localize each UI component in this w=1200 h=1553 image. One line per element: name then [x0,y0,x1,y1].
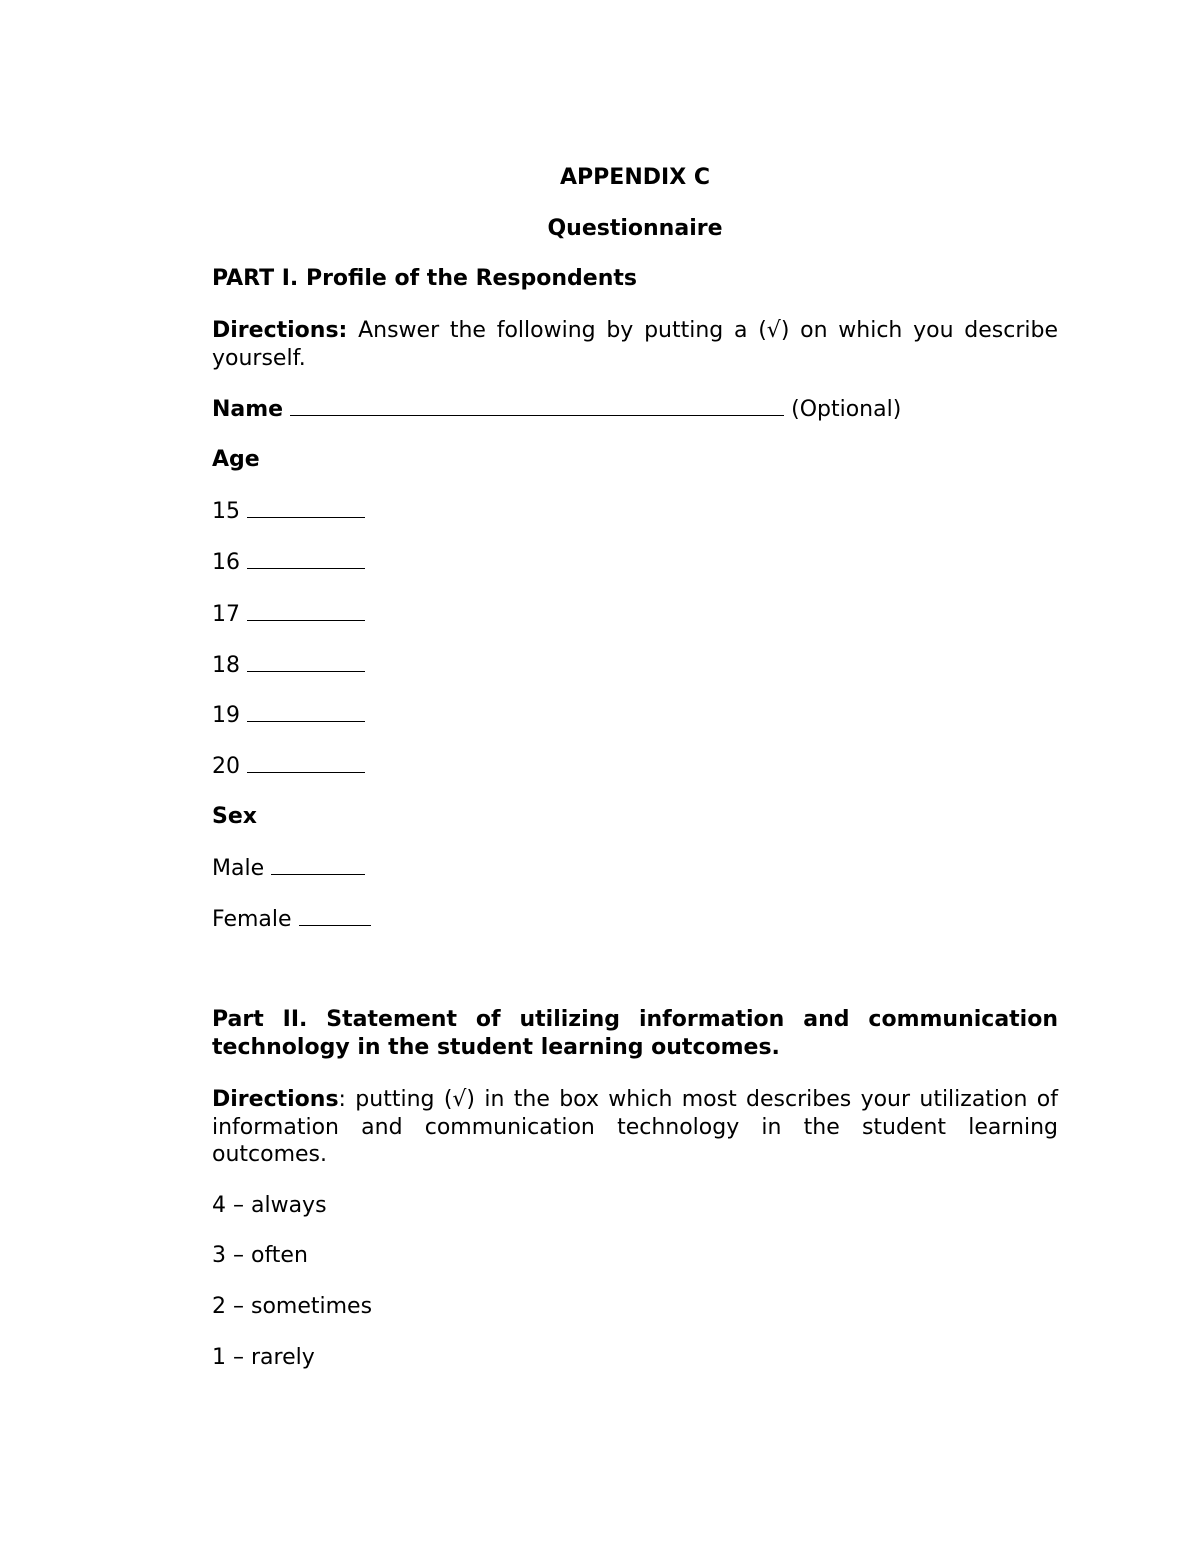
age-option-19 [212,701,365,730]
sex-option-female [212,905,371,934]
part1-directions-text: Answer the following by putting a (√) on which you describe yourself. [212,318,1058,371]
age-blank-line[interactable] [247,548,365,569]
age-option-label: 16 [212,550,240,575]
part2-directions [212,1086,1058,1169]
sex-blank-line[interactable] [299,905,371,926]
part1-heading: PART I. Profile of the Respondents [212,266,637,291]
sex-option-label: Male [212,856,265,881]
age-option-label: 19 [212,703,240,728]
part2-heading: Part II. Statement of utilizing information and communication technology in the student learning outcomes. [212,1007,1058,1060]
part1-directions [212,317,1058,372]
scale-item-rarely: 1 – rarely [212,1345,315,1370]
name-blank-line[interactable] [290,395,784,416]
part2-directions-label: Directions [212,1087,339,1112]
age-option-label: 17 [212,602,240,627]
scale-item-always: 4 – always [212,1193,327,1218]
age-label: Age [212,447,260,472]
age-blank-line[interactable] [247,752,365,773]
scale-item-sometimes: 2 – sometimes [212,1294,373,1319]
age-blank-line[interactable] [247,600,365,621]
questionnaire-title: Questionnaire [547,216,723,241]
age-option-15 [212,497,365,526]
name-optional-note: (Optional) [791,397,902,422]
part2-directions-text: : putting (√) in the box which most describes your utilization of information and communication technology in the student learning outcomes. [212,1087,1058,1167]
age-option-label: 18 [212,653,240,678]
age-option-label: 20 [212,754,240,779]
age-blank-line[interactable] [247,701,365,722]
age-option-17 [212,600,365,629]
sex-option-male [212,854,365,883]
name-label: Name [212,397,284,422]
age-blank-line[interactable] [247,497,365,518]
age-option-20 [212,752,365,781]
sex-blank-line[interactable] [271,854,365,875]
age-option-label: 15 [212,499,240,524]
scale-item-often: 3 – often [212,1243,308,1268]
name-field-row [212,395,901,424]
part1-directions-label: Directions: [212,318,348,343]
age-option-18 [212,651,365,680]
appendix-title: APPENDIX C [560,165,710,190]
sex-option-label: Female [212,907,292,932]
age-blank-line[interactable] [247,651,365,672]
document-page [212,0,1058,1553]
sex-label: Sex [212,804,257,829]
age-option-16 [212,548,365,577]
